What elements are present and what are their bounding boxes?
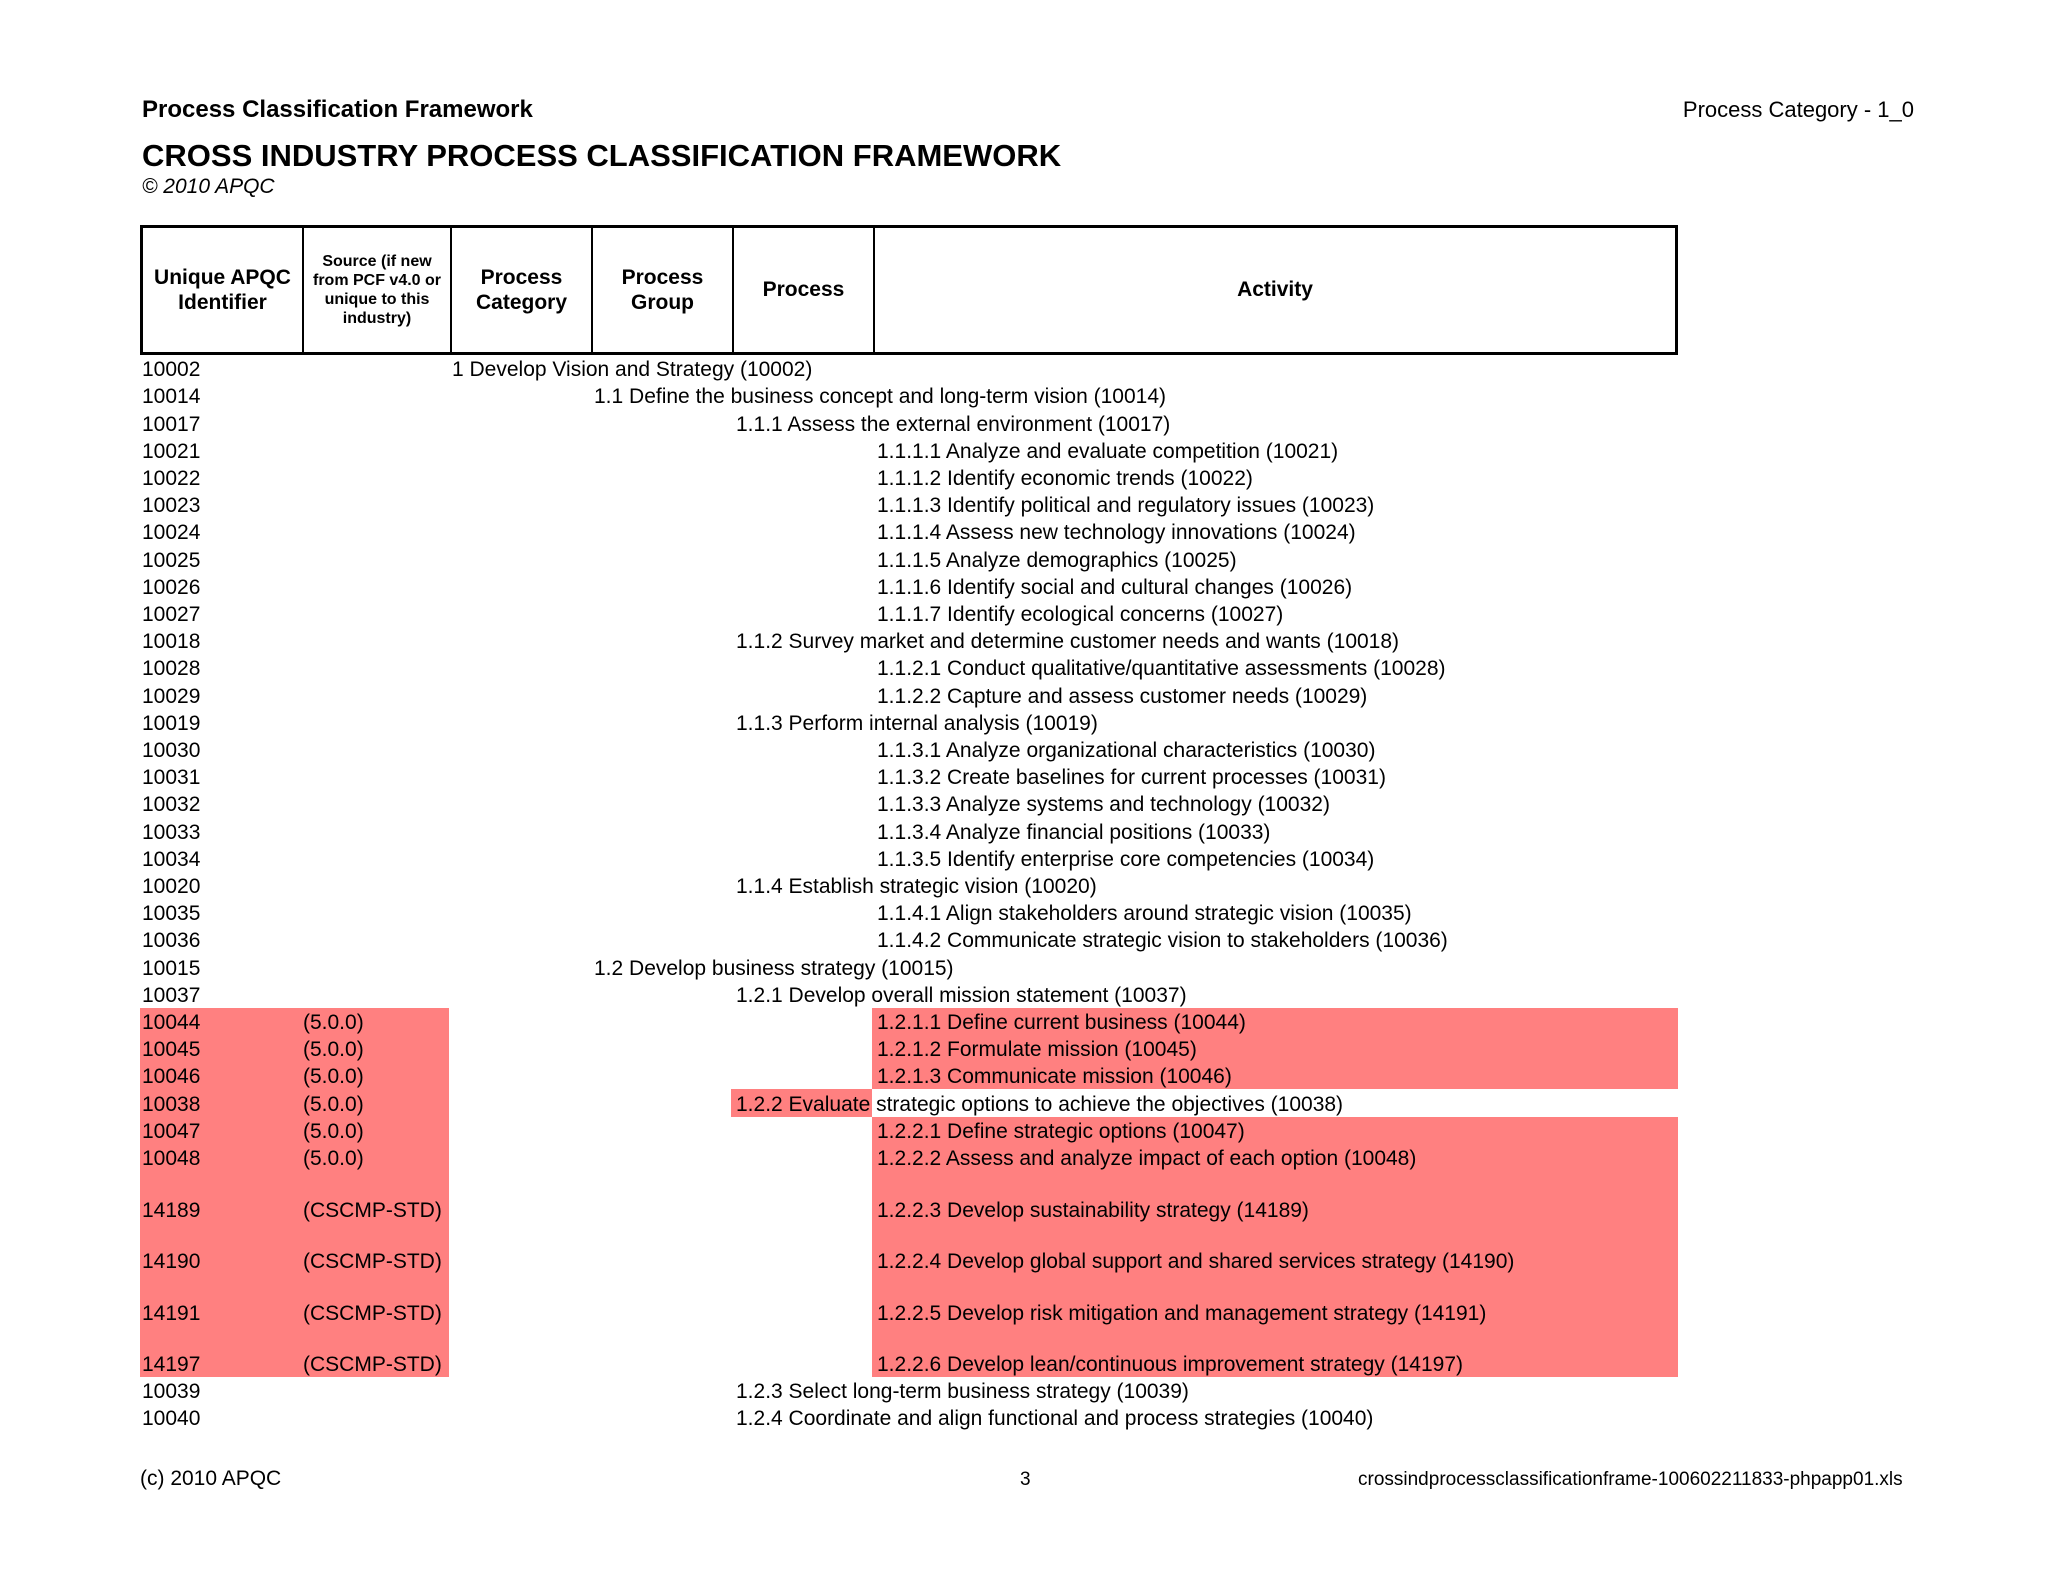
table-row [0, 1326, 2048, 1378]
row-id: 10025 [142, 548, 201, 572]
row-source: (CSCMP-STD) [303, 1301, 442, 1325]
table-row [0, 1223, 2048, 1275]
table-row [0, 600, 2048, 627]
table-row [0, 1089, 2048, 1116]
id-source-cell [140, 981, 449, 1008]
row-title-activity: 1.2.2.5 Develop risk mitigation and management strategy (14191) [877, 1301, 1487, 1325]
table-row [0, 1377, 2048, 1404]
table-row [0, 464, 2048, 491]
table-row [0, 1404, 2048, 1431]
id-source-cell [140, 1404, 449, 1431]
row-title-activity: 1.2.1.2 Formulate mission (10045) [877, 1038, 1197, 1062]
row-id: 10045 [142, 1038, 201, 1062]
table-row [0, 681, 2048, 708]
row-title-activity: 1.2.2.6 Develop lean/continuous improvement strategy (14197) [877, 1353, 1464, 1376]
row-title-process: 1.2.1 Develop overall mission statement (10037) [736, 983, 1187, 1007]
id-source-cell [140, 1223, 449, 1275]
row-id: 10046 [142, 1065, 201, 1089]
row-title-group: 1.1 Define the business concept and long-term vision (10014) [594, 385, 1167, 409]
id-source-cell [140, 382, 449, 409]
id-source-cell [140, 899, 449, 926]
footer-filename: crossindprocessclassificationframe-100602211833-phpapp01.xls [1358, 1469, 1903, 1490]
row-title-activity: 1.1.3.4 Analyze financial positions (10033) [877, 820, 1271, 844]
row-title-activity: 1.2.2.2 Assess and analyze impact of each option (10048) [877, 1146, 1417, 1170]
row-title-process: 1.2.2 Evaluate strategic options to achieve the objectives (10038) [736, 1092, 1344, 1116]
row-title-activity: 1.1.4.2 Communicate strategic vision to stakeholders (10036) [877, 929, 1448, 953]
row-source: (5.0.0) [303, 1010, 364, 1034]
row-id: 14191 [142, 1301, 201, 1325]
table-row [0, 1035, 2048, 1062]
table-row [0, 736, 2048, 763]
id-source-cell [140, 627, 449, 654]
table-row [0, 573, 2048, 600]
row-title-activity: 1.2.1.1 Define current business (10044) [877, 1010, 1246, 1034]
table-row [0, 763, 2048, 790]
row-title-activity: 1.1.3.2 Create baselines for current processes (10031) [877, 766, 1386, 790]
row-title-activity: 1.1.4.1 Align stakeholders around strategic vision (10035) [877, 902, 1412, 926]
id-source-cell [140, 763, 449, 790]
table-row [0, 409, 2048, 436]
id-source-cell [140, 654, 449, 681]
id-source-cell [140, 681, 449, 708]
table-row [0, 491, 2048, 518]
table-row [0, 817, 2048, 844]
id-source-cell [140, 518, 449, 545]
row-title-activity: 1.1.1.3 Identify political and regulatory issues (10023) [877, 494, 1375, 518]
row-id: 10034 [142, 847, 201, 871]
row-id: 10047 [142, 1119, 201, 1143]
id-source-cell [140, 573, 449, 600]
row-id: 14189 [142, 1198, 201, 1222]
row-id: 10020 [142, 874, 201, 898]
row-id: 10026 [142, 575, 201, 599]
row-title-activity: 1.1.2.2 Capture and assess customer needs (10029) [877, 684, 1368, 708]
table-row [0, 790, 2048, 817]
row-id: 14190 [142, 1250, 201, 1273]
row-title-activity: 1.2.2.3 Develop sustainability strategy (14189) [877, 1198, 1309, 1222]
table-row [0, 545, 2048, 572]
row-id: 10024 [142, 521, 201, 545]
id-source-cell [140, 409, 449, 436]
row-id: 10033 [142, 820, 201, 844]
row-source: (5.0.0) [303, 1146, 364, 1170]
column-header-group: Process Group [593, 228, 734, 352]
row-id: 10039 [142, 1380, 201, 1404]
row-id: 10015 [142, 956, 201, 980]
table-row [0, 845, 2048, 872]
row-title-activity: 1.1.1.5 Analyze demographics (10025) [877, 548, 1237, 572]
id-source-cell [140, 926, 449, 953]
id-source-cell [140, 1035, 449, 1062]
row-title-activity: 1.1.1.2 Identify economic trends (10022) [877, 466, 1253, 490]
row-title-group: 1.2 Develop business strategy (10015) [594, 956, 954, 980]
row-title-activity: 1.1.3.1 Analyze organizational characteristics (10030) [877, 738, 1376, 762]
row-source: (5.0.0) [303, 1119, 364, 1143]
row-id: 10023 [142, 494, 201, 518]
row-title-activity: 1.1.1.6 Identify social and cultural changes (10026) [877, 575, 1353, 599]
row-title-activity: 1.2.2.4 Develop global support and shared services strategy (14190) [877, 1250, 1515, 1273]
row-id: 10035 [142, 902, 201, 926]
row-id: 10040 [142, 1407, 201, 1431]
id-source-cell [140, 709, 449, 736]
table-row [0, 926, 2048, 953]
document-title: CROSS INDUSTRY PROCESS CLASSIFICATION FRAMEWORK [142, 138, 1062, 173]
table-row [0, 627, 2048, 654]
header-category-label: Process Category - 1_0 [1682, 97, 1914, 122]
row-source: (CSCMP-STD) [303, 1198, 442, 1222]
id-source-cell [140, 790, 449, 817]
row-id: 10032 [142, 793, 201, 817]
row-source: (CSCMP-STD) [303, 1353, 442, 1376]
id-source-cell [140, 1062, 449, 1089]
table-row [0, 981, 2048, 1008]
table-row [0, 872, 2048, 899]
id-source-cell [140, 355, 449, 382]
row-title-activity: 1.2.2.1 Define strategic options (10047) [877, 1119, 1245, 1143]
row-id: 10014 [142, 385, 201, 409]
row-title-process: 1.1.2 Survey market and determine customer needs and wants (10018) [736, 630, 1400, 654]
row-id: 10027 [142, 602, 201, 626]
column-header-table [140, 225, 1678, 355]
row-source: (5.0.0) [303, 1038, 364, 1062]
table-row [0, 437, 2048, 464]
copyright-notice: © 2010 APQC [142, 175, 275, 198]
row-title-activity: 1.1.1.4 Assess new technology innovations (10024) [877, 521, 1356, 545]
table-row [0, 1171, 2048, 1223]
table-row [0, 1008, 2048, 1035]
id-source-cell [140, 1008, 449, 1035]
column-header-id: Unique APQC Identifier [143, 228, 304, 352]
row-source: (5.0.0) [303, 1092, 364, 1116]
row-title-activity: 1.1.1.1 Analyze and evaluate competition (10021) [877, 439, 1339, 463]
row-id: 10021 [142, 439, 201, 463]
row-title-process: 1.2.3 Select long-term business strategy (10039) [736, 1380, 1189, 1404]
row-source: (CSCMP-STD) [303, 1250, 442, 1273]
id-source-cell [140, 491, 449, 518]
row-id: 10038 [142, 1092, 201, 1116]
id-source-cell [140, 1089, 449, 1116]
table-row [0, 899, 2048, 926]
id-source-cell [140, 1117, 449, 1144]
row-id: 10002 [142, 358, 201, 382]
row-id: 10036 [142, 929, 201, 953]
id-source-cell [140, 1171, 449, 1223]
row-id: 10028 [142, 657, 201, 681]
column-header-category: Process Category [452, 228, 593, 352]
table-row [0, 709, 2048, 736]
row-source: (5.0.0) [303, 1065, 364, 1089]
row-title-process: 1.1.1 Assess the external environment (10017) [736, 412, 1171, 436]
row-title-activity: 1.1.3.5 Identify enterprise core competencies (10034) [877, 847, 1375, 871]
row-title-activity: 1.2.1.3 Communicate mission (10046) [877, 1065, 1232, 1089]
id-source-cell [140, 817, 449, 844]
table-row [0, 1274, 2048, 1326]
footer-page-number: 3 [1020, 1469, 1031, 1490]
id-source-cell [140, 953, 449, 980]
id-source-cell [140, 545, 449, 572]
row-id: 10031 [142, 766, 201, 790]
footer-copyright: (c) 2010 APQC [140, 1467, 282, 1490]
id-source-cell [140, 872, 449, 899]
id-source-cell [140, 1326, 449, 1378]
row-id: 14197 [142, 1353, 201, 1376]
row-title-activity: 1.1.3.3 Analyze systems and technology (10032) [877, 793, 1330, 817]
row-title-process: 1.1.3 Perform internal analysis (10019) [736, 711, 1098, 735]
row-id: 10030 [142, 738, 201, 762]
table-row [0, 1117, 2048, 1144]
id-source-cell [140, 1274, 449, 1326]
id-source-cell [140, 1377, 449, 1404]
row-title-activity: 1.1.2.1 Conduct qualitative/quantitative assessments (10028) [877, 657, 1446, 681]
column-header-activity: Activity [1237, 278, 1313, 302]
header-title: Process Classification Framework [142, 96, 533, 123]
row-id: 10017 [142, 412, 201, 436]
row-title-category: 1 Develop Vision and Strategy (10002) [452, 358, 813, 382]
column-header-source: Source (if new from PCF v4.0 or unique to this industry) [304, 228, 452, 352]
id-source-cell [140, 600, 449, 627]
row-id: 10048 [142, 1146, 201, 1170]
row-id: 10018 [142, 630, 201, 654]
table-row [0, 518, 2048, 545]
row-title-process: 1.2.4 Coordinate and align functional and process strategies (10040) [736, 1407, 1374, 1431]
table-row [0, 382, 2048, 409]
table-row [0, 1062, 2048, 1089]
row-id: 10019 [142, 711, 201, 735]
table-row [0, 355, 2048, 382]
id-source-cell [140, 464, 449, 491]
id-source-cell [140, 736, 449, 763]
table-row [0, 1144, 2048, 1171]
table-row [0, 953, 2048, 980]
column-header-process: Process [734, 228, 875, 352]
row-id: 10029 [142, 684, 201, 708]
id-source-cell [140, 845, 449, 872]
row-title-process: 1.1.4 Establish strategic vision (10020) [736, 874, 1097, 898]
row-id: 10037 [142, 983, 201, 1007]
row-id: 10044 [142, 1010, 201, 1034]
row-title-activity: 1.1.1.7 Identify ecological concerns (10027) [877, 602, 1284, 626]
table-row [0, 654, 2048, 681]
id-source-cell [140, 437, 449, 464]
row-id: 10022 [142, 466, 201, 490]
id-source-cell [140, 1144, 449, 1171]
